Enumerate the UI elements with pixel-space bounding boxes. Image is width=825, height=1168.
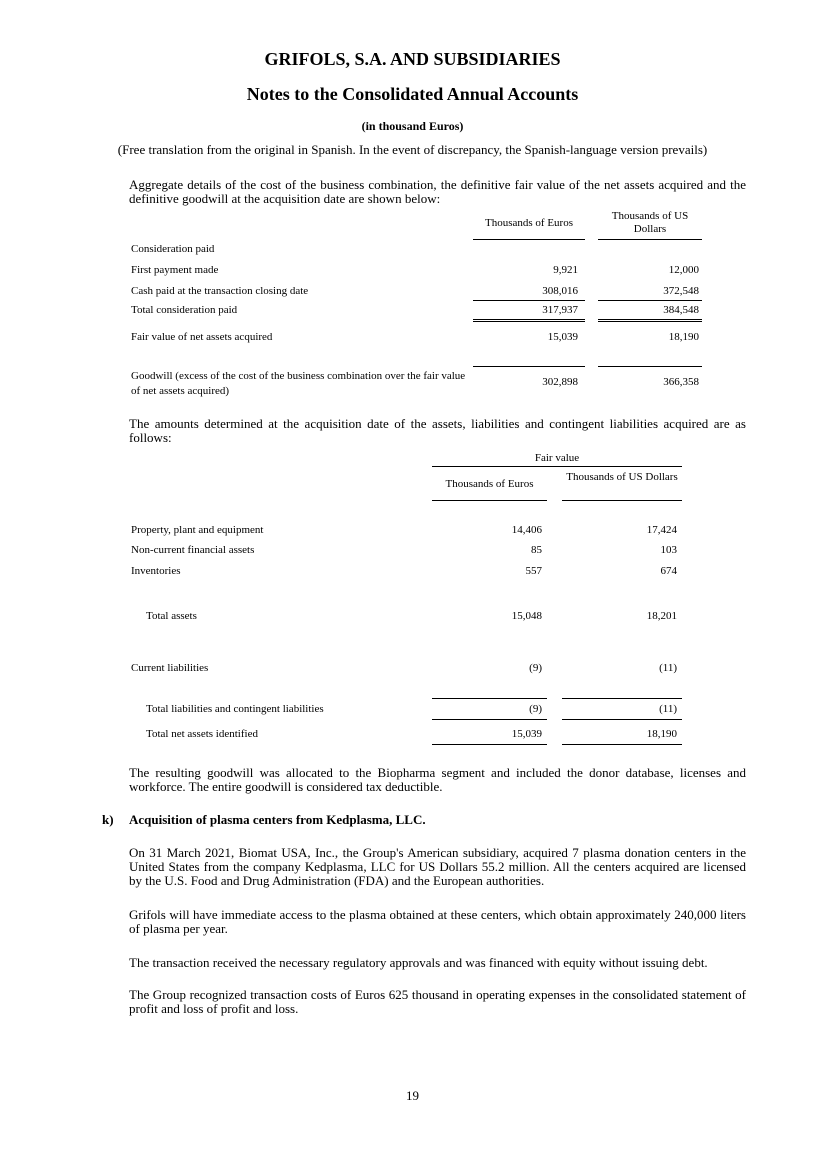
- goodwill-rule-eur: [473, 366, 585, 367]
- translation-note: (Free translation from the original in Spanish. In the event of discrepancy, the Spanish-language version prevails): [117, 142, 708, 157]
- table1-cell-eur: 308,016: [542, 285, 578, 297]
- table2-cell-usd: 18,190: [646, 728, 677, 740]
- net-assets-rule-usd: [562, 744, 682, 745]
- section-k-paragraph-3: The transaction received the necessary regulatory approvals and was financed with equity without issuing debt.: [129, 955, 708, 970]
- table2-col-eur-header: Thousands of Euros: [445, 478, 534, 490]
- table2-cell-usd: 674: [660, 565, 677, 577]
- liabilities-rule-usd: [562, 698, 682, 699]
- table1-cell-eur: 317,937: [542, 304, 578, 316]
- liabilities-rule-eur: [432, 698, 547, 699]
- liabilities-total-rule-usd: [562, 719, 682, 720]
- table1-row-label: Goodwill (excess of the cost of the business combination over the fair value of net assets acquired): [131, 370, 466, 397]
- page-number: 19: [406, 1088, 419, 1103]
- table2-cell-eur: (9): [529, 703, 542, 715]
- table2-cell-usd: (11): [659, 703, 677, 715]
- total-double-rule-usd: [598, 319, 702, 320]
- section-k-title: Acquisition of plasma centers from Kedplasma, LLC.: [129, 812, 426, 827]
- table1-cell-usd: 384,548: [663, 304, 699, 316]
- table2-col-usd-header: Thousands of US Dollars: [566, 471, 678, 483]
- table2-row-label: Current liabilities: [131, 662, 209, 674]
- table2-row-label: Total liabilities and contingent liabilities: [146, 703, 324, 715]
- table2-row-label: Total net assets identified: [146, 728, 258, 740]
- section-k-paragraph-4: The Group recognized transaction costs of Euros 625 thousand in operating expenses in the consolidated statement of profit and loss of profit and loss.: [129, 987, 746, 1016]
- table2-cell-eur: 15,039: [511, 728, 542, 740]
- table1-row-label: Fair value of net assets acquired: [131, 331, 273, 343]
- table2-row-label: Non-current financial assets: [131, 544, 255, 556]
- table1-row-label: Cash paid at the transaction closing date: [131, 285, 309, 297]
- goodwill-paragraph: The resulting goodwill was allocated to the Biopharma segment and included the donor database, licenses and workforce. The entire goodwill is considered tax deductible.: [129, 765, 746, 794]
- section-k-marker: k): [102, 812, 114, 827]
- table1-col-usd-header: Thousands of US Dollars: [611, 210, 689, 235]
- intro-paragraph-2: The amounts determined at the acquisition date of the assets, liabilities and contingent liabilities acquired are as follows:: [129, 416, 746, 445]
- table1-header-rule-usd: [598, 239, 702, 240]
- table2-cell-eur: (9): [529, 662, 542, 674]
- table2-group-header: Fair value: [534, 452, 580, 464]
- table1-row-label: First payment made: [131, 264, 219, 276]
- table1-cell-eur: 302,898: [542, 376, 578, 388]
- table2-cell-usd: 17,424: [646, 524, 677, 536]
- table1-cell-usd: 12,000: [668, 264, 699, 276]
- units-subtitle: (in thousand Euros): [361, 119, 464, 133]
- table1-cell-eur: 9,921: [553, 264, 578, 276]
- table2-row-label: Inventories: [131, 565, 181, 577]
- table1-header-rule-eur: [473, 239, 585, 240]
- total-double-rule-eur: [473, 319, 585, 320]
- net-assets-rule-eur: [432, 744, 547, 745]
- table1-row-label: Total consideration paid: [131, 304, 238, 316]
- table1-cell-usd: 372,548: [663, 285, 699, 297]
- table2-row-label: Property, plant and equipment: [131, 524, 264, 536]
- table2-header-rule-usd: [562, 500, 682, 501]
- table2-row-label: Total assets: [146, 610, 197, 622]
- total-double-rule-usd-2: [598, 321, 702, 322]
- table2-header-rule-eur: [432, 500, 547, 501]
- table2-group-rule: [432, 466, 682, 467]
- company-name: GRIFOLS, S.A. AND SUBSIDIARIES: [264, 49, 561, 69]
- goodwill-rule-usd: [598, 366, 702, 367]
- table2-cell-usd: (11): [659, 662, 677, 674]
- table1-cell-usd: 366,358: [663, 376, 699, 388]
- table2-cell-eur: 14,406: [511, 524, 542, 536]
- table1-cell-eur: 15,039: [547, 331, 578, 343]
- liabilities-total-rule-eur: [432, 719, 547, 720]
- section-k-paragraph-2: Grifols will have immediate access to the plasma obtained at these centers, which obtain approximately 240,000 liters of plasma per year.: [129, 907, 746, 936]
- subtotal-rule-usd: [598, 300, 702, 301]
- subtotal-rule-eur: [473, 300, 585, 301]
- table2-cell-eur: 85: [531, 544, 542, 556]
- table2-cell-usd: 103: [660, 544, 677, 556]
- section-k-paragraph-1: On 31 March 2021, Biomat USA, Inc., the Group's American subsidiary, acquired 7 plasma donation centers in the United States from the company Kedplasma, LLC for US Dollars 55.2 million. All the centers acquired are licensed by the U.S. Food and Drug Administration (FDA) and the European authorities.: [129, 845, 746, 888]
- table2-cell-eur: 557: [525, 565, 542, 577]
- total-double-rule-eur-2: [473, 321, 585, 322]
- table2-cell-usd: 18,201: [646, 610, 677, 622]
- intro-paragraph-1: Aggregate details of the cost of the business combination, the definitive fair value of the net assets acquired and the definitive goodwill at the acquisition date are shown below:: [129, 177, 746, 206]
- table1-col-eur-header: Thousands of Euros: [485, 217, 573, 229]
- table2-cell-eur: 15,048: [511, 610, 542, 622]
- table1-row-label: Consideration paid: [131, 243, 215, 255]
- document-title: Notes to the Consolidated Annual Accounts: [246, 84, 579, 104]
- table1-cell-usd: 18,190: [668, 331, 699, 343]
